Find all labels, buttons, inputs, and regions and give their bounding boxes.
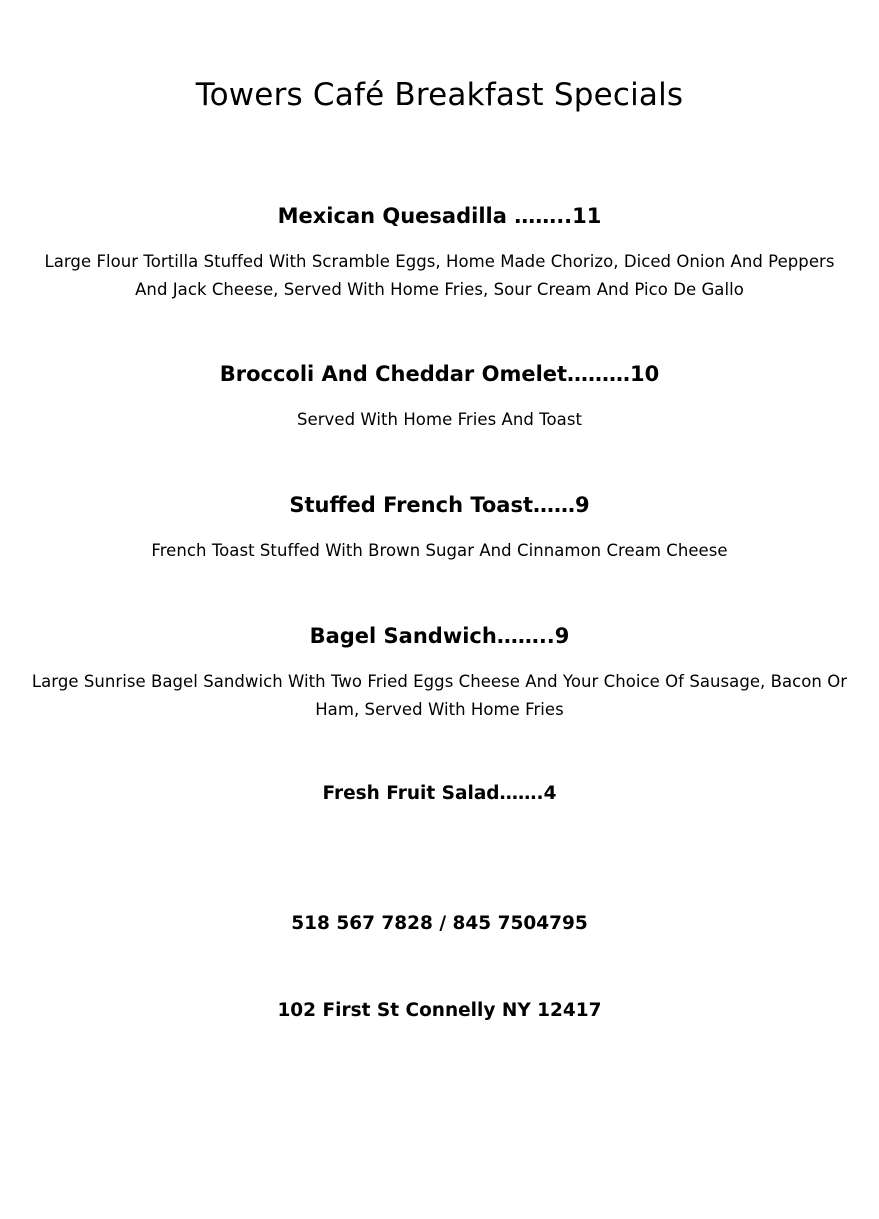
item-name-fresh-fruit-salad: Fresh Fruit Salad…….4 (322, 783, 557, 804)
phone-numbers: 518 567 7828 / 845 7504795 (291, 913, 588, 934)
item-name-stuffed-french-toast: Stuffed French Toast……9 (289, 493, 590, 517)
item-name-bagel-sandwich: Bagel Sandwich……..9 (309, 624, 570, 648)
item-name-mexican-quesadilla: Mexican Quesadilla ……..11 (277, 204, 602, 228)
menu-title: Towers Café Breakfast Specials (195, 77, 684, 113)
item-name-broccoli-cheddar-omelet: Broccoli And Cheddar Omelet………10 (219, 362, 660, 386)
item-description-broccoli-cheddar-omelet: Served With Home Fries And Toast (297, 410, 582, 429)
address: 102 First St Connelly NY 12417 (277, 1000, 602, 1021)
item-description-bagel-sandwich: Large Sunrise Bagel Sandwich With Two Fried Eggs Cheese And Your Choice Of Sausage, Bacon Or Ham, Served With Home Fries (31, 672, 848, 719)
item-description-mexican-quesadilla: Large Flour Tortilla Stuffed With Scramble Eggs, Home Made Chorizo, Diced Onion And Peppers And Jack Cheese, Served With Home Fries, Sour Cream And Pico De Gallo (44, 252, 835, 299)
item-description-stuffed-french-toast: French Toast Stuffed With Brown Sugar And Cinnamon Cream Cheese (151, 541, 728, 560)
